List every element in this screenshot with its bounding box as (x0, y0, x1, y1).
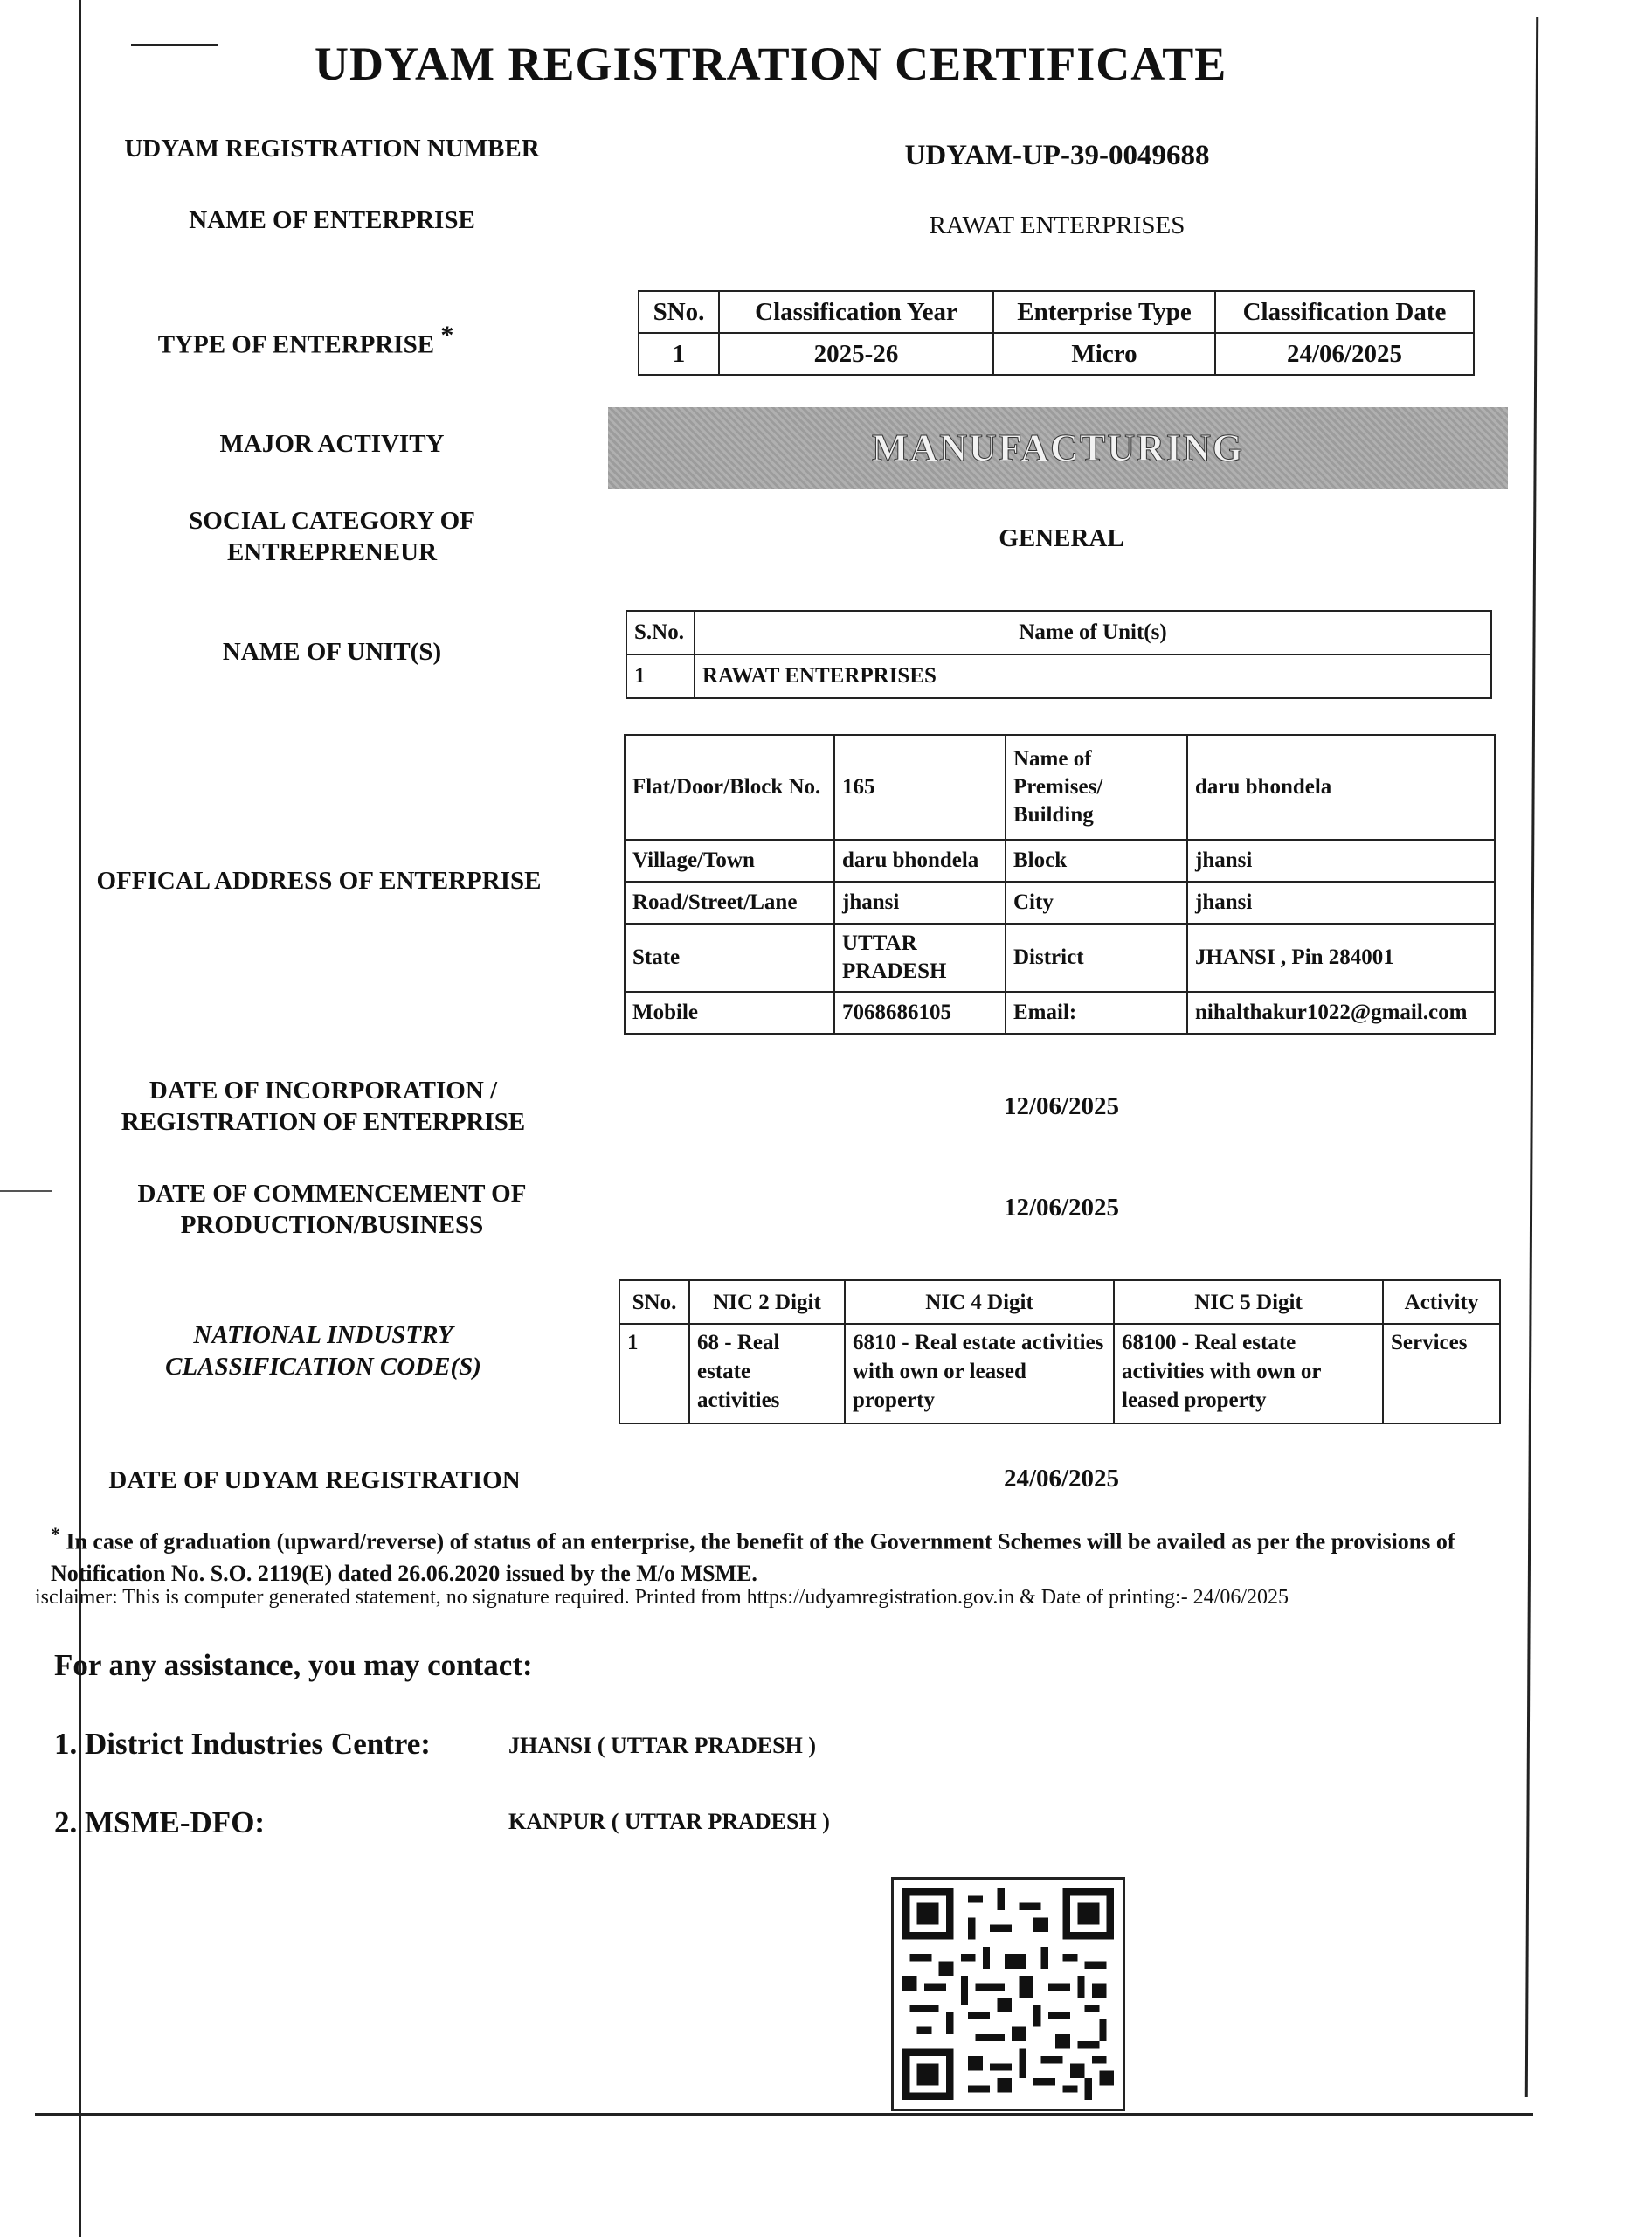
msme-dfo-value: KANPUR ( UTTAR PRADESH ) (508, 1809, 830, 1834)
units-cell-sno: 1 (626, 654, 695, 698)
nic-table (619, 1279, 1501, 1424)
qr-code-icon (902, 1888, 1114, 2100)
social-category-line1: SOCIAL CATEGORY OF (189, 507, 475, 535)
flat-label: Flat/Door/Block No. (625, 735, 834, 840)
type-of-enterprise-label (35, 320, 577, 361)
cell-sno: 1 (639, 333, 719, 375)
road-label: Road/Street/Lane (625, 882, 834, 924)
dic-label: 1. District Industries Centre: (54, 1727, 431, 1761)
address-row-village (625, 840, 1495, 882)
block-value: jhansi (1187, 840, 1495, 882)
flat-value: 165 (834, 735, 1006, 840)
type-star: * (440, 321, 454, 350)
commencement-line1: DATE OF COMMENCEMENT OF (137, 1180, 527, 1208)
city-value: jhansi (1187, 882, 1495, 924)
premises-label: Name of Premises/ Building (1006, 735, 1187, 840)
village-value: daru bhondela (834, 840, 1006, 882)
commencement-label (61, 1178, 603, 1241)
units-label: NAME OF UNIT(S) (222, 638, 442, 666)
bottom-border (35, 2113, 1533, 2116)
commencement-value: 12/06/2025 (1003, 1194, 1120, 1222)
graduation-note (51, 1519, 1501, 1589)
nic-header-2digit: NIC 2 Digit (689, 1280, 845, 1324)
address-label: OFFICAL ADDRESS OF ENTERPRISE (96, 867, 542, 895)
address-row-road (625, 882, 1495, 924)
units-header-sno: S.No. (626, 611, 695, 654)
social-category-value: GENERAL (999, 524, 1124, 552)
nic-cell-activity: Services (1383, 1324, 1500, 1423)
units-cell-name: RAWAT ENTERPRISES (695, 654, 1491, 698)
district-value: JHANSI , Pin 284001 (1187, 924, 1495, 992)
type-of-enterprise-text: TYPE OF ENTERPRISE (157, 330, 435, 359)
social-category-label (61, 505, 603, 568)
nic-row (619, 1324, 1500, 1423)
certificate-title: UDYAM REGISTRATION CERTIFICATE (315, 38, 1227, 90)
nic-cell-sno: 1 (619, 1324, 689, 1423)
city-label: City (1006, 882, 1187, 924)
enterprise-name-value: RAWAT ENTERPRISES (929, 211, 1185, 239)
units-table (626, 610, 1492, 699)
registration-number-label: UDYAM REGISTRATION NUMBER (124, 135, 540, 163)
nic-label (52, 1319, 594, 1382)
udyam-date-value: 24/06/2025 (1003, 1465, 1120, 1492)
fold-mark (0, 1190, 52, 1192)
incorporation-label (52, 1075, 594, 1138)
registration-number-value: UDYAM-UP-39-0049688 (904, 140, 1210, 171)
enterprise-name-label: NAME OF ENTERPRISE (189, 206, 475, 234)
road-value: jhansi (834, 882, 1006, 924)
cell-year: 2025-26 (719, 333, 993, 375)
disclaimer: isclaimer: This is computer generated statement, no signature required. Printed from https://udyamregistration.gov.in & Date of printing:- 24/06/2025 (35, 1586, 1289, 1609)
nic-line1: NATIONAL INDUSTRY (193, 1321, 453, 1349)
nic-header-5digit: NIC 5 Digit (1114, 1280, 1383, 1324)
incorporation-line2: REGISTRATION OF ENTERPRISE (121, 1108, 526, 1136)
address-row-mobile (625, 992, 1495, 1034)
email-label: Email: (1006, 992, 1187, 1034)
header-enterprise-type: Enterprise Type (993, 291, 1215, 333)
incorporation-value: 12/06/2025 (1003, 1092, 1120, 1120)
classification-row (639, 333, 1474, 375)
mobile-label: Mobile (625, 992, 834, 1034)
corner-dash (131, 44, 218, 46)
address-row-state (625, 924, 1495, 992)
nic-header-sno: SNo. (619, 1280, 689, 1324)
note-text: In case of graduation (upward/reverse) of status of an enterprise, the benefit of the Government Schemes will be availed as per the provisions of Notification No. S.O. 2119(E) dated 26.06.2020 issued by the M/o MSME. (51, 1528, 1455, 1586)
classification-table (638, 290, 1475, 376)
nic-header-row (619, 1280, 1500, 1324)
dic-value: JHANSI ( UTTAR PRADESH ) (508, 1733, 816, 1758)
block-label: Block (1006, 840, 1187, 882)
header-classification-year: Classification Year (719, 291, 993, 333)
header-classification-date: Classification Date (1215, 291, 1474, 333)
udyam-date-label: DATE OF UDYAM REGISTRATION (108, 1466, 521, 1494)
nic-cell-2digit: 68 - Real estate activities (689, 1324, 845, 1423)
state-value: UTTAR PRADESH (834, 924, 1006, 992)
incorporation-line1: DATE OF INCORPORATION / (149, 1077, 498, 1105)
nic-line2: CLASSIFICATION CODE(S) (165, 1353, 481, 1381)
address-row-flat (625, 735, 1495, 840)
village-label: Village/Town (625, 840, 834, 882)
units-header-name: Name of Unit(s) (695, 611, 1491, 654)
units-row (626, 654, 1491, 698)
major-activity-banner: MANUFACTURING (608, 407, 1508, 489)
cell-date: 24/06/2025 (1215, 333, 1474, 375)
classification-header-row (639, 291, 1474, 333)
social-category-line2: ENTREPRENEUR (226, 538, 438, 566)
address-table (624, 734, 1496, 1035)
premises-value: daru bhondela (1187, 735, 1495, 840)
msme-dfo-label: 2. MSME-DFO: (54, 1805, 266, 1839)
nic-cell-5digit: 68100 - Real estate activities with own or leased property (1114, 1324, 1383, 1423)
district-label: District (1006, 924, 1187, 992)
nic-header-4digit: NIC 4 Digit (845, 1280, 1114, 1324)
qr-code (891, 1877, 1125, 2111)
right-border (1525, 17, 1538, 2097)
note-star: * (51, 1524, 60, 1545)
header-sno: SNo. (639, 291, 719, 333)
nic-header-activity: Activity (1383, 1280, 1500, 1324)
assistance-heading: For any assistance, you may contact: (54, 1648, 533, 1682)
cell-type: Micro (993, 333, 1215, 375)
commencement-line2: PRODUCTION/BUSINESS (180, 1211, 484, 1239)
mobile-value: 7068686105 (834, 992, 1006, 1034)
units-header-row (626, 611, 1491, 654)
state-label: State (625, 924, 834, 992)
email-value: nihalthakur1022@gmail.com (1187, 992, 1495, 1034)
major-activity-label: MAJOR ACTIVITY (219, 430, 445, 458)
nic-cell-4digit: 6810 - Real estate activities with own or leased property (845, 1324, 1114, 1423)
